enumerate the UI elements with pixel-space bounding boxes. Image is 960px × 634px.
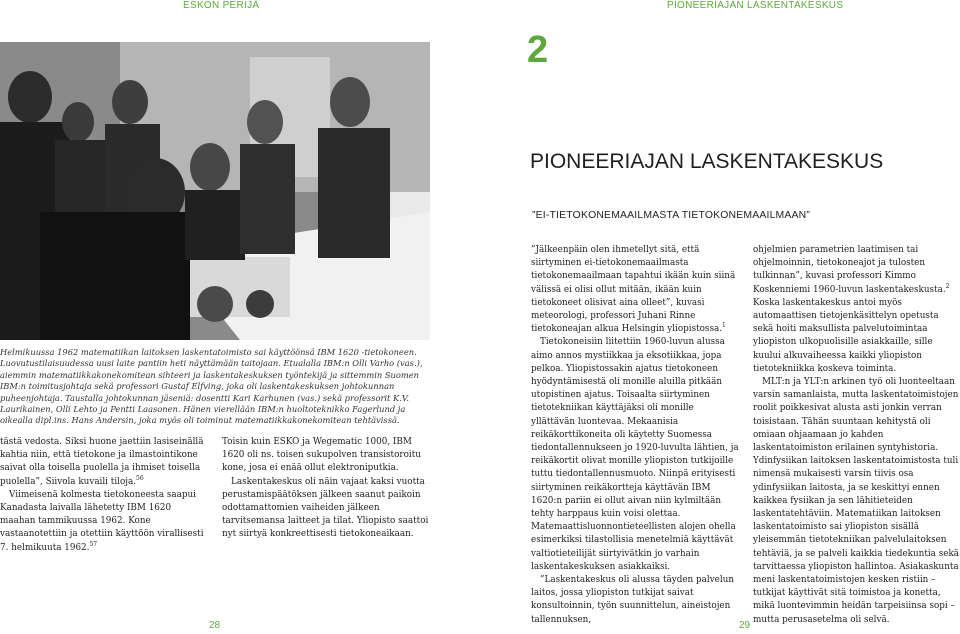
right-col1-paragraph-2: Tietokoneisiin liitettiin 1960-luvun alussa aimo annos mystiikkaa ja eksotiikkaa, jopa pelkoa. Yliopistossakin ajatus tietokoneen hyödyntämisestä oli monille aluilla pitkään utopistinen ajatus. Toisaalta siirtyminen tietotekniikan käyttäjäksi oli monille yllättävän luontevaa. Mekaanisia reikäkorttikoneita oli käytetty Suomessa tiedontallennukseen jo 1920-luvulta lähtien, ja reikäkortit olivat monille yliopiston tutkijoille tuttu tiedontallennusmuoto. Niinpä erityisesti siirtyminen reikäkortteja käyttävän IBM 1620:n pariin ei ollut aivan niin kylmiltään tehty harppaus kuin voisi olettaa. Matemaattisluonnontieteellisten alojen ohella esimerkiksi tilastollisia menetelmiä käyttävät valtiotieteilijät siirtyivätkin jo varhain laskentakeskuksen asiakkaiksi. — [531, 337, 739, 572]
left-col2-paragraph-1: Toisin kuin ESKO ja Wegematic 1000, IBM 1620 oli ns. toisen sukupolven transistoroitu kone, josa ei enää ollut elektroniputkia. — [222, 437, 421, 474]
running-head-left: ESKON PERIJÄ — [183, 0, 260, 11]
right-page-column-2 — [753, 244, 960, 627]
left-col2-paragraph-2: Laskentakeskus oli näin vajaat kaksi vuotta perustamispäätöksen jälkeen saanut paikoin odottamattomien vaiheiden jälkeen tarvitsemansa laitteet ja tilat. Yliopisto saattoi nyt siirtyä konkreettisesti tietokoneaikaan. — [222, 476, 429, 540]
chapter-number: 2 — [527, 29, 549, 71]
right-page-column-1 — [531, 244, 739, 627]
left-col1-text-2: Viimeisenä kolmesta tietokoneesta saapui Kanadasta laivalla lähetetty IBM 1620 maahan tammikuussa 1962. Kone vastaanotettiin ja otettiin käyttöön virallisesti 7. helmikuuta 1962. — [0, 489, 204, 553]
historical-photo — [0, 42, 430, 340]
footnote-ref-2: 2 — [945, 282, 950, 290]
left-page-column-2 — [222, 436, 430, 542]
page-number-right: 29 — [739, 620, 751, 631]
left-col1-text-1: tästä vedosta. Siksi huone jaettiin lasiseinällä kahtia niin, että tietokone ja ilmastointikone saivat olla toisella puolella ja ihmiset toisella puolella”, Siivola kuvaili tiloja. — [0, 437, 204, 487]
chapter-title: PIONEERIAJAN LASKENTAKESKUS — [530, 150, 884, 173]
right-col1-text-1: ”Jälkeenpäin olen ihmetellyt sitä, että siirtyminen ei-tietokonemaailmasta tietokonemaailmaan tapahtui ikään kuin siinä välissä ei olisi ollut mitään, ikään kuin tietokoneet olisivat aina olleet”, kuvasi meteorologi, professori Juhani Rinne tietokoneajan alkua Helsingin yliopistossa. — [531, 245, 736, 335]
footnote-ref-1: 1 — [722, 322, 726, 330]
footnote-ref-56: 56 — [136, 474, 144, 482]
right-col2-text-1-cont: Koska laskentakeskus antoi myös automaattisen tietojenkäsittelyn opetusta sekä hoiti maksullista palvelutoimintaa yliopiston ulkopuolisille asiakkaille, sille kuului alkuvaiheessa kaikki yliopiston tietotekniikka koskeva toiminta. — [753, 297, 939, 374]
page-number-left: 28 — [209, 620, 221, 631]
right-col1-paragraph-1 — [531, 244, 739, 336]
right-col1-paragraph-3: ”Laskentakeskus oli alussa täyden palvelun laitos, jossa yliopiston tutkijat saivat konsultoinnin, työn suunnittelun, aineistojen tallennuksen, — [531, 575, 735, 625]
right-col2-text-1: ohjelmien parametrien laatimisen tai ohjelmoinnin, tietokoneajot ja tulosten tulkinnan”, kuvasi professori Kimmo Koskenniemi 1960-luvun laskentakeskusta. — [753, 245, 946, 295]
footnote-ref-57: 57 — [89, 540, 98, 548]
running-head-right: PIONEERIAJAN LASKENTAKESKUS — [667, 0, 844, 11]
left-page-column-1 — [0, 436, 206, 555]
left-col1-paragraph-2 — [0, 489, 206, 555]
photo-caption: Helmikuussa 1962 matematiikan laitoksen laskentatoimisto sai käyttöönsä IBM 1620 -tietokoneen. Luovutustilaisuudessa uusi laite pantiin heti näyttämään taitojaan. Etualalla IBM:n Olli Varho (vas.), aiemmin matematiikkakonekomitean sihteeri ja laskentakeskuksen työntekijä ja sittemmin Suomen IBM:n toimitusjohtaja sekä professori Gustaf Elfving, joka oli laskentakeskuksen johtokunnan puheenjohtaja. Taustalla johtokunnan jäseniä: dosentti Kari Karhunen (vas.) sekä professorit K.V. Laurikainen, Olli Lehto ja Pentti Laasonen. Hänen vierellään IBM:n huoltoteknikko Fagerlund ja oikealla dipl.ins. Hans Andersin, joka myös oli toiminut matematiikkakonekomitean tehtävissä. — [0, 347, 423, 426]
right-col2-paragraph-2: MLT:n ja YLT:n arkinen työ oli luonteeltaan varsin samanlaista, mutta laskentatoimistojen roolit poikkesivat alusta asti jonkin verran toisistaan. Tähän suuntaan kehitystä oli omiaan ohjaamaan jo kahden laskentatoimiston erilainen syntyhistoria. Ydinfysiikan laitoksen laskentatoimistosta tuli nimensä mukaisesti varsin tiivis osa ydinfysiikan laitosta, ja se keskittyi ennen kaikkea fysiikan ja sen lähitieteiden laskentatehtäviin. Matematiikan laitoksen laskentatoimisto sai yliopiston sisällä yleisemmän tietotekniikan palvelulaitoksen tehtäviä, ja se palveli kaikkia tiedekuntia sekä tarvittaessa yliopiston hallintoa. Asiakaskunta meni laskentatoimistojen kesken ristiin – tutkijat käyttivät sitä toimistoa ja konetta, mikä luontevimmin heidän tarpeisiinsa sopi – mutta perusasetelma oli selvä. — [753, 377, 960, 625]
right-col2-paragraph-1 — [753, 244, 960, 376]
left-col1-paragraph-1 — [0, 436, 206, 489]
chapter-subtitle: ”EI-TIETOKONEMAAILMASTA TIETOKONEMAAILMAAN” — [532, 210, 811, 221]
